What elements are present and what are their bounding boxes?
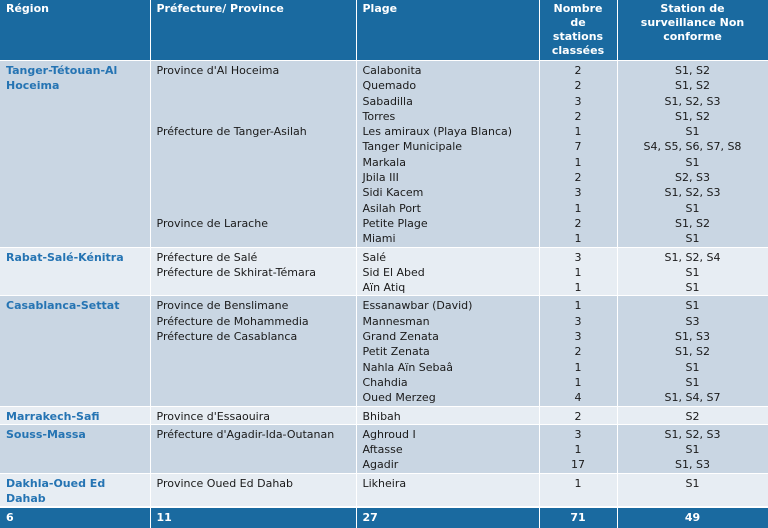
header-prefecture: Préfecture/ Province bbox=[150, 0, 356, 61]
plage-cell: Aftasse bbox=[356, 442, 539, 457]
table-row bbox=[0, 61, 768, 79]
nombre-cell: 3 bbox=[539, 247, 617, 265]
nombre-cell: 2 bbox=[539, 170, 617, 185]
station-cell: S1 bbox=[617, 124, 768, 139]
station-cell: S1, S4, S7 bbox=[617, 390, 768, 406]
nombre-cell: 4 bbox=[539, 390, 617, 406]
table-row bbox=[0, 247, 768, 265]
table-row bbox=[0, 296, 768, 314]
region-group bbox=[0, 473, 768, 507]
prefecture-cell bbox=[150, 201, 356, 216]
region-cell: Tanger-Tétouan-Al Hoceima bbox=[0, 61, 150, 248]
prefecture-cell bbox=[150, 375, 356, 390]
station-cell: S1, S2 bbox=[617, 61, 768, 79]
prefecture-cell bbox=[150, 155, 356, 170]
table-row bbox=[0, 406, 768, 424]
total-region: 6 bbox=[0, 507, 150, 528]
plage-cell: Essanawbar (David) bbox=[356, 296, 539, 314]
nombre-cell: 7 bbox=[539, 139, 617, 154]
table-row bbox=[0, 473, 768, 507]
nombre-cell: 2 bbox=[539, 78, 617, 93]
prefecture-cell bbox=[150, 457, 356, 473]
header-station: Station de surveillance Non conforme bbox=[617, 0, 768, 61]
region-group bbox=[0, 247, 768, 296]
station-cell: S1, S2 bbox=[617, 216, 768, 231]
nombre-cell: 17 bbox=[539, 457, 617, 473]
plage-cell: Les amiraux (Playa Blanca) bbox=[356, 124, 539, 139]
station-cell: S3 bbox=[617, 314, 768, 329]
plage-cell: Tanger Municipale bbox=[356, 139, 539, 154]
prefecture-cell: Préfecture de Salé bbox=[150, 247, 356, 265]
plage-cell: Asilah Port bbox=[356, 201, 539, 216]
station-cell: S1 bbox=[617, 155, 768, 170]
plage-cell: Petit Zenata bbox=[356, 344, 539, 359]
plage-cell: Sid El Abed bbox=[356, 265, 539, 280]
nombre-cell: 3 bbox=[539, 94, 617, 109]
station-cell: S1 bbox=[617, 201, 768, 216]
prefecture-cell: Province d'Essaouira bbox=[150, 406, 356, 424]
total-station: 49 bbox=[617, 507, 768, 528]
region-cell: Casablanca-Settat bbox=[0, 296, 150, 406]
prefecture-cell bbox=[150, 185, 356, 200]
station-cell: S1 bbox=[617, 473, 768, 507]
plage-cell: Aghroud I bbox=[356, 424, 539, 442]
nombre-cell: 1 bbox=[539, 442, 617, 457]
nombre-cell: 1 bbox=[539, 280, 617, 296]
station-cell: S2 bbox=[617, 406, 768, 424]
station-cell: S1, S2, S4 bbox=[617, 247, 768, 265]
region-cell: Souss-Massa bbox=[0, 424, 150, 473]
prefecture-cell: Préfecture de Tanger-Asilah bbox=[150, 124, 356, 139]
station-cell: S1, S2 bbox=[617, 78, 768, 93]
station-cell: S1, S2, S3 bbox=[617, 424, 768, 442]
prefecture-cell bbox=[150, 139, 356, 154]
nombre-cell: 2 bbox=[539, 109, 617, 124]
nombre-cell: 2 bbox=[539, 344, 617, 359]
plage-cell: Quemado bbox=[356, 78, 539, 93]
totals-row bbox=[0, 507, 768, 528]
station-cell: S1 bbox=[617, 375, 768, 390]
plage-cell: Agadir bbox=[356, 457, 539, 473]
plage-cell: Likheira bbox=[356, 473, 539, 507]
station-cell: S1, S2 bbox=[617, 109, 768, 124]
nombre-cell: 1 bbox=[539, 375, 617, 390]
plage-cell: Sidi Kacem bbox=[356, 185, 539, 200]
plage-cell: Mannesman bbox=[356, 314, 539, 329]
nombre-cell: 2 bbox=[539, 406, 617, 424]
prefecture-cell bbox=[150, 344, 356, 359]
station-cell: S1 bbox=[617, 360, 768, 375]
station-cell: S4, S5, S6, S7, S8 bbox=[617, 139, 768, 154]
prefecture-cell: Préfecture de Skhirat-Témara bbox=[150, 265, 356, 280]
nombre-cell: 1 bbox=[539, 360, 617, 375]
prefecture-cell: Province d'Al Hoceima bbox=[150, 61, 356, 79]
total-nombre: 71 bbox=[539, 507, 617, 528]
region-group bbox=[0, 406, 768, 424]
nombre-cell: 1 bbox=[539, 155, 617, 170]
total-plage: 27 bbox=[356, 507, 539, 528]
region-cell: Marrakech-Safi bbox=[0, 406, 150, 424]
station-cell: S1 bbox=[617, 442, 768, 457]
station-cell: S1 bbox=[617, 231, 768, 247]
prefecture-cell bbox=[150, 231, 356, 247]
plage-cell: Miami bbox=[356, 231, 539, 247]
total-prefecture: 11 bbox=[150, 507, 356, 528]
plage-cell: Torres bbox=[356, 109, 539, 124]
plage-cell: Salé bbox=[356, 247, 539, 265]
nombre-cell: 1 bbox=[539, 296, 617, 314]
nombre-cell: 1 bbox=[539, 201, 617, 216]
plage-cell: Bhibah bbox=[356, 406, 539, 424]
nombre-cell: 3 bbox=[539, 185, 617, 200]
station-cell: S1, S3 bbox=[617, 329, 768, 344]
plage-cell: Markala bbox=[356, 155, 539, 170]
prefecture-cell bbox=[150, 280, 356, 296]
prefecture-cell bbox=[150, 442, 356, 457]
prefecture-cell bbox=[150, 109, 356, 124]
nombre-cell: 3 bbox=[539, 314, 617, 329]
region-group bbox=[0, 61, 768, 248]
station-cell: S1, S3 bbox=[617, 457, 768, 473]
station-cell: S1, S2, S3 bbox=[617, 94, 768, 109]
plage-cell: Nahla Aïn Sebaâ bbox=[356, 360, 539, 375]
plage-cell: Petite Plage bbox=[356, 216, 539, 231]
prefecture-cell bbox=[150, 390, 356, 406]
plage-cell: Oued Merzeg bbox=[356, 390, 539, 406]
nombre-cell: 2 bbox=[539, 61, 617, 79]
prefecture-cell: Province Oued Ed Dahab bbox=[150, 473, 356, 507]
plage-cell: Calabonita bbox=[356, 61, 539, 79]
prefecture-cell: Préfecture de Mohammedia bbox=[150, 314, 356, 329]
station-cell: S1, S2 bbox=[617, 344, 768, 359]
nombre-cell: 2 bbox=[539, 216, 617, 231]
prefecture-cell bbox=[150, 78, 356, 93]
header-row bbox=[0, 0, 768, 61]
table-row bbox=[0, 424, 768, 442]
prefecture-cell: Province de Larache bbox=[150, 216, 356, 231]
nombre-cell: 3 bbox=[539, 329, 617, 344]
station-cell: S1 bbox=[617, 265, 768, 280]
header-region: Région bbox=[0, 0, 150, 61]
station-cell: S2, S3 bbox=[617, 170, 768, 185]
prefecture-cell: Préfecture d'Agadir-Ida-Outanan bbox=[150, 424, 356, 442]
header-plage: Plage bbox=[356, 0, 539, 61]
station-cell: S1 bbox=[617, 280, 768, 296]
station-cell: S1 bbox=[617, 296, 768, 314]
prefecture-cell: Province de Benslimane bbox=[150, 296, 356, 314]
nombre-cell: 1 bbox=[539, 473, 617, 507]
prefecture-cell: Préfecture de Casablanca bbox=[150, 329, 356, 344]
prefecture-cell bbox=[150, 94, 356, 109]
plage-cell: Chahdia bbox=[356, 375, 539, 390]
region-group bbox=[0, 296, 768, 406]
region-cell: Dakhla-Oued Ed Dahab bbox=[0, 473, 150, 507]
station-cell: S1, S2, S3 bbox=[617, 185, 768, 200]
plage-cell: Sabadilla bbox=[356, 94, 539, 109]
prefecture-cell bbox=[150, 360, 356, 375]
nombre-cell: 1 bbox=[539, 265, 617, 280]
region-group bbox=[0, 424, 768, 473]
prefecture-cell bbox=[150, 170, 356, 185]
region-cell: Rabat-Salé-Kénitra bbox=[0, 247, 150, 296]
nombre-cell: 3 bbox=[539, 424, 617, 442]
plage-cell: Jbila III bbox=[356, 170, 539, 185]
nombre-cell: 1 bbox=[539, 124, 617, 139]
plage-cell: Grand Zenata bbox=[356, 329, 539, 344]
plage-cell: Aïn Atiq bbox=[356, 280, 539, 296]
nombre-cell: 1 bbox=[539, 231, 617, 247]
header-nombre: Nombre de stations classées bbox=[539, 0, 617, 61]
